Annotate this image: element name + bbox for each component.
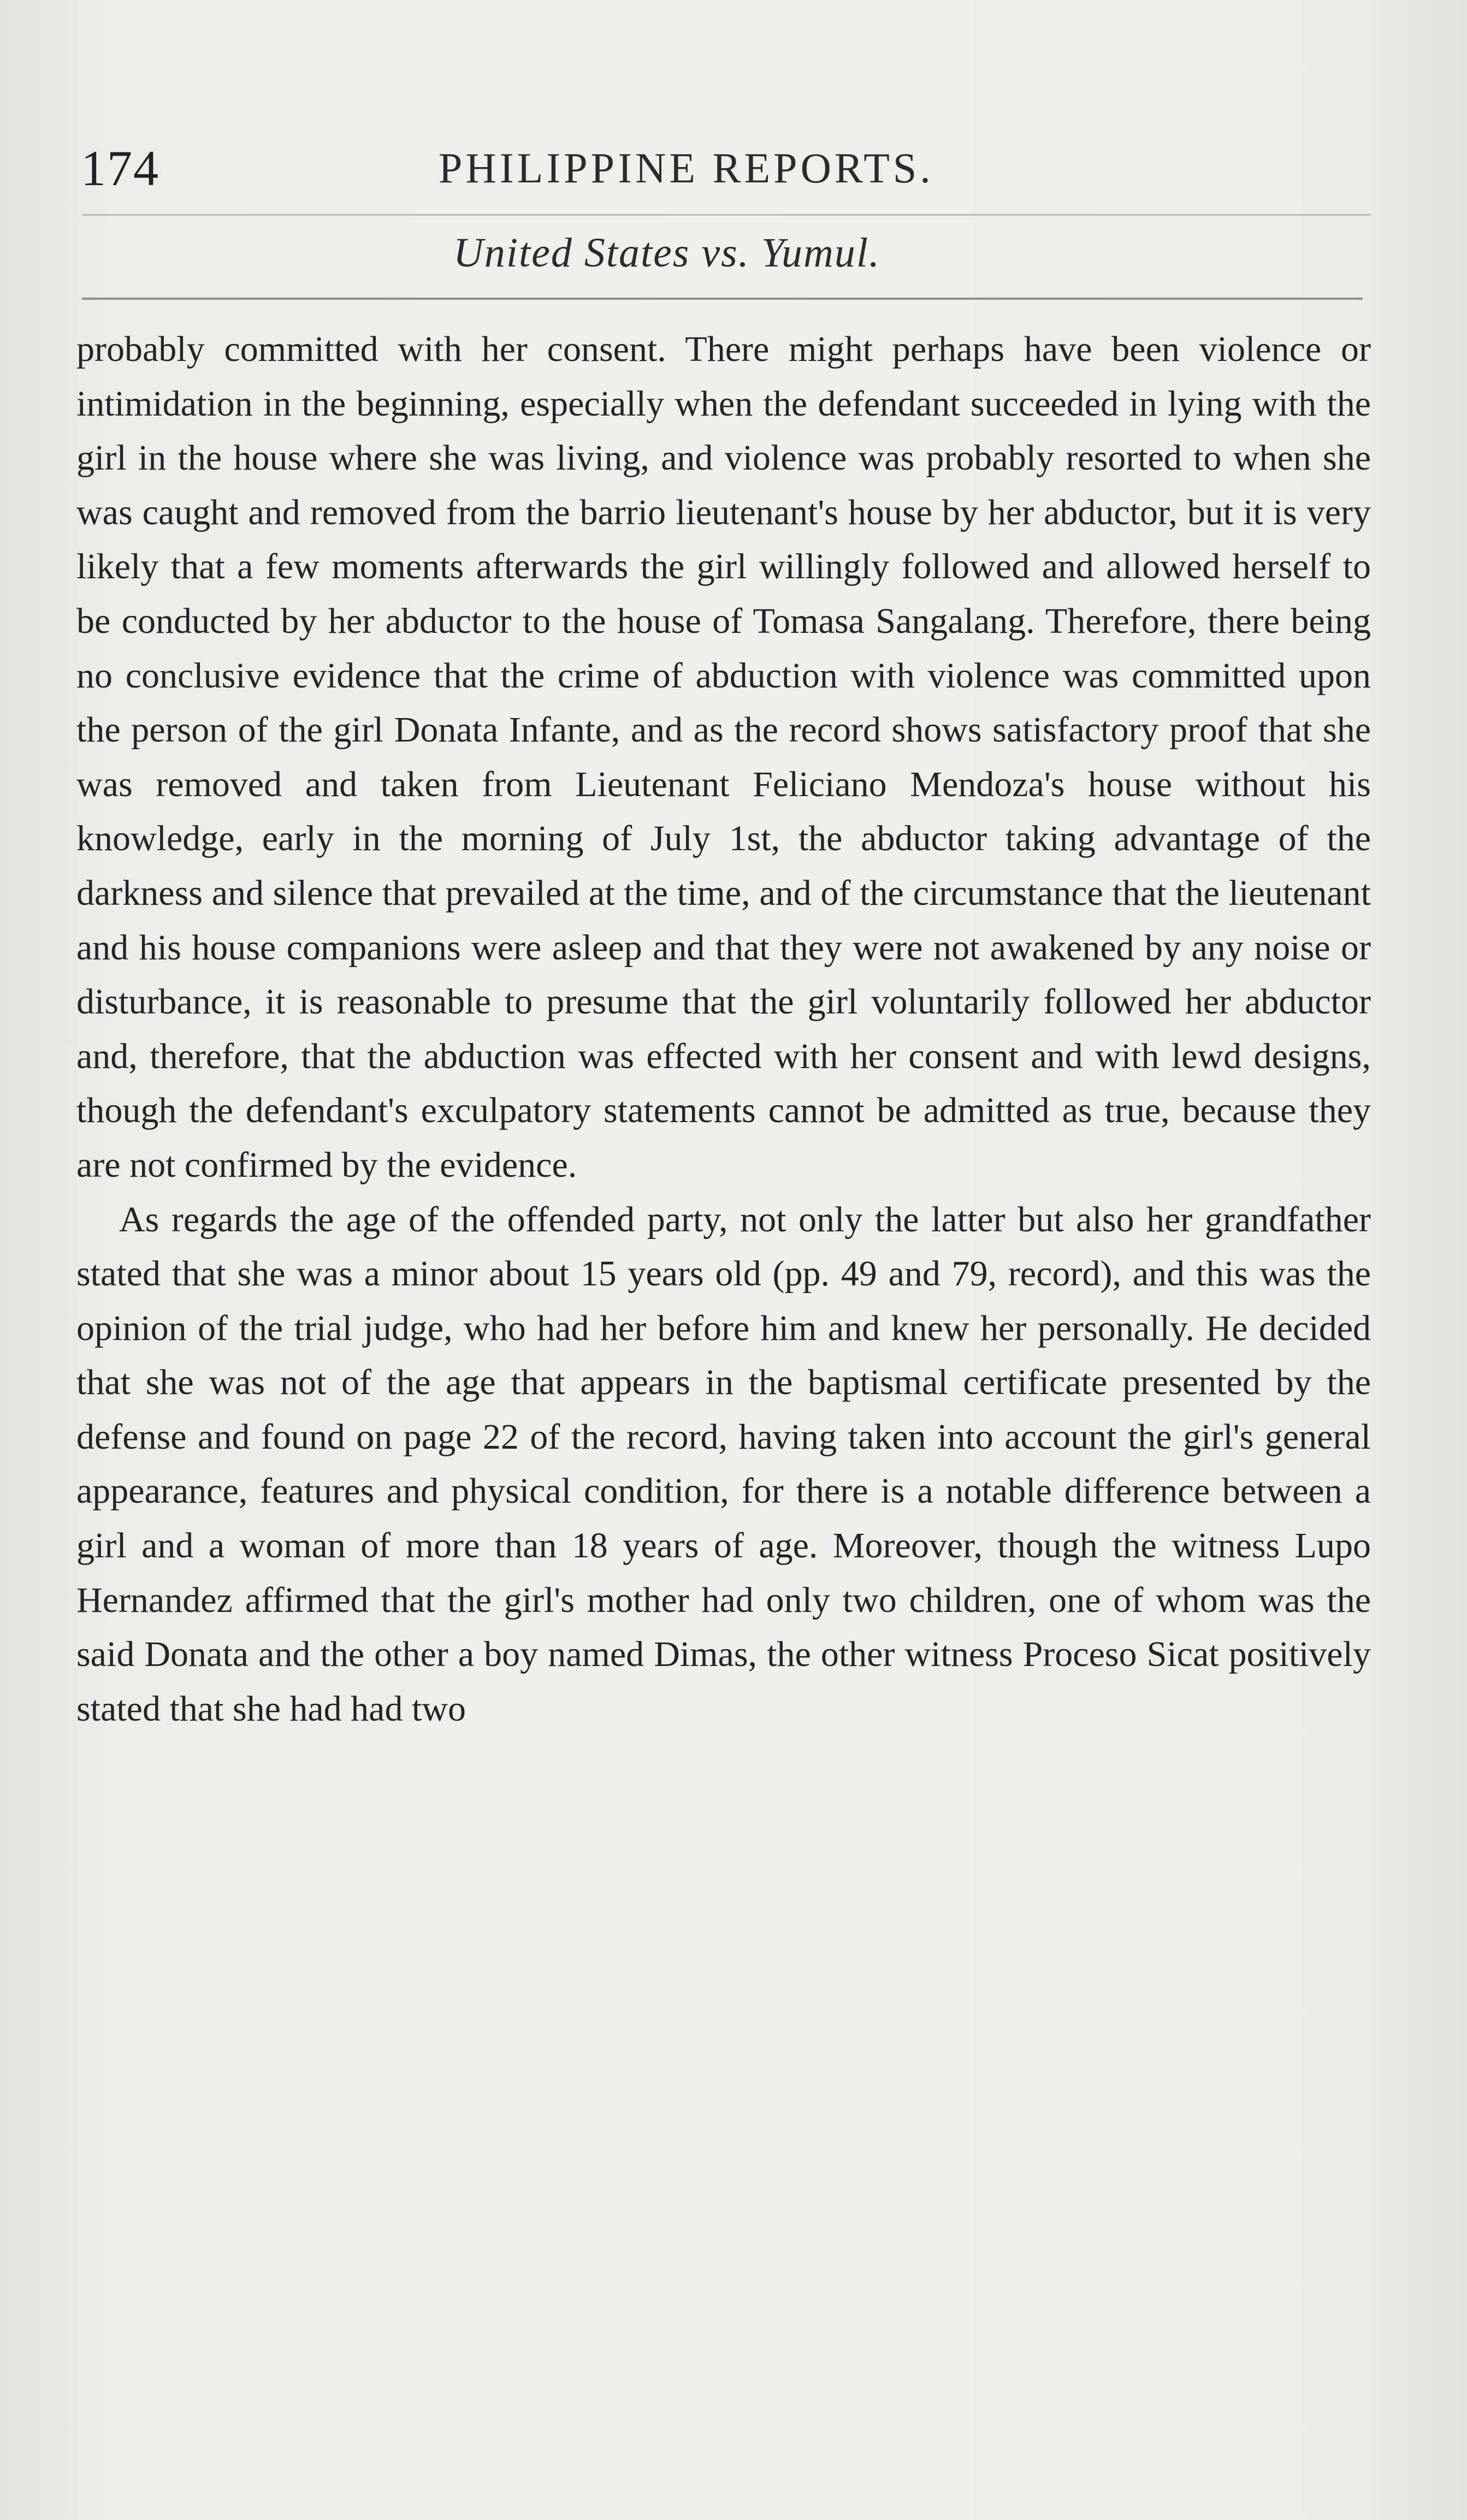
body-text (76, 322, 1371, 1736)
paragraph: probably committed with her consent. There might perhaps have been violence or intimidation in the beginning, especially when the defendant succeeded in lying with the girl in the house where she was living, and violence was probably resorted to when she was caught and removed from the barrio lieutenant's house by her abductor, but it is very likely that a few moments afterwards the girl willingly followed and allowed herself to be conducted by her abductor to the house of Tomasa Sangalang. Therefore, there being no conclusive evidence that the crime of abduction with violence was committed upon the person of the girl Donata Infante, and as the record shows satisfactory proof that she was removed and taken from Lieutenant Feliciano Mendoza's house without his knowledge, early in the morning of July 1st, the abductor taking advantage of the darkness and silence that prevailed at the time, and of the circumstance that the lieutenant and his house companions were asleep and that they were not awakened by any noise or disturbance, it is reasonable to presume that the girl voluntarily followed her abductor and, therefore, that the abduction was effected with her consent and with lewd designs, though the defendant's exculpatory statements cannot be admitted as true, because they are not confirmed by the evidence. (76, 329, 1371, 1185)
paragraph: As regards the age of the offended party, not only the latter but also her grandfather stated that she was a minor about 15 years old (pp. 49 and 79, record), and this was the opinion of the trial judge, who had her before him and knew her personally. He decided that she was not of the age that appears in the baptismal certificate presented by the defense and found on page 22 of the record, having taken into account the girl's general appearance, features and physical condition, for there is a notable difference between a girl and a woman of more than 18 years of age. Moreover, though the witness Lupo Hernandez affirmed that the girl's mother had only two children, one of whom was the said Donata and the other a boy named Dimas, the other witness Proceso Sicat positively stated that she had had two (76, 1199, 1371, 1729)
running-title: PHILIPPINE REPORTS. (439, 144, 934, 192)
header-divider (82, 214, 1371, 216)
page-number: 174 (81, 140, 159, 196)
case-title-divider (82, 298, 1363, 300)
page-header (81, 139, 1392, 199)
case-title: United States vs. Yumul. (453, 230, 880, 276)
